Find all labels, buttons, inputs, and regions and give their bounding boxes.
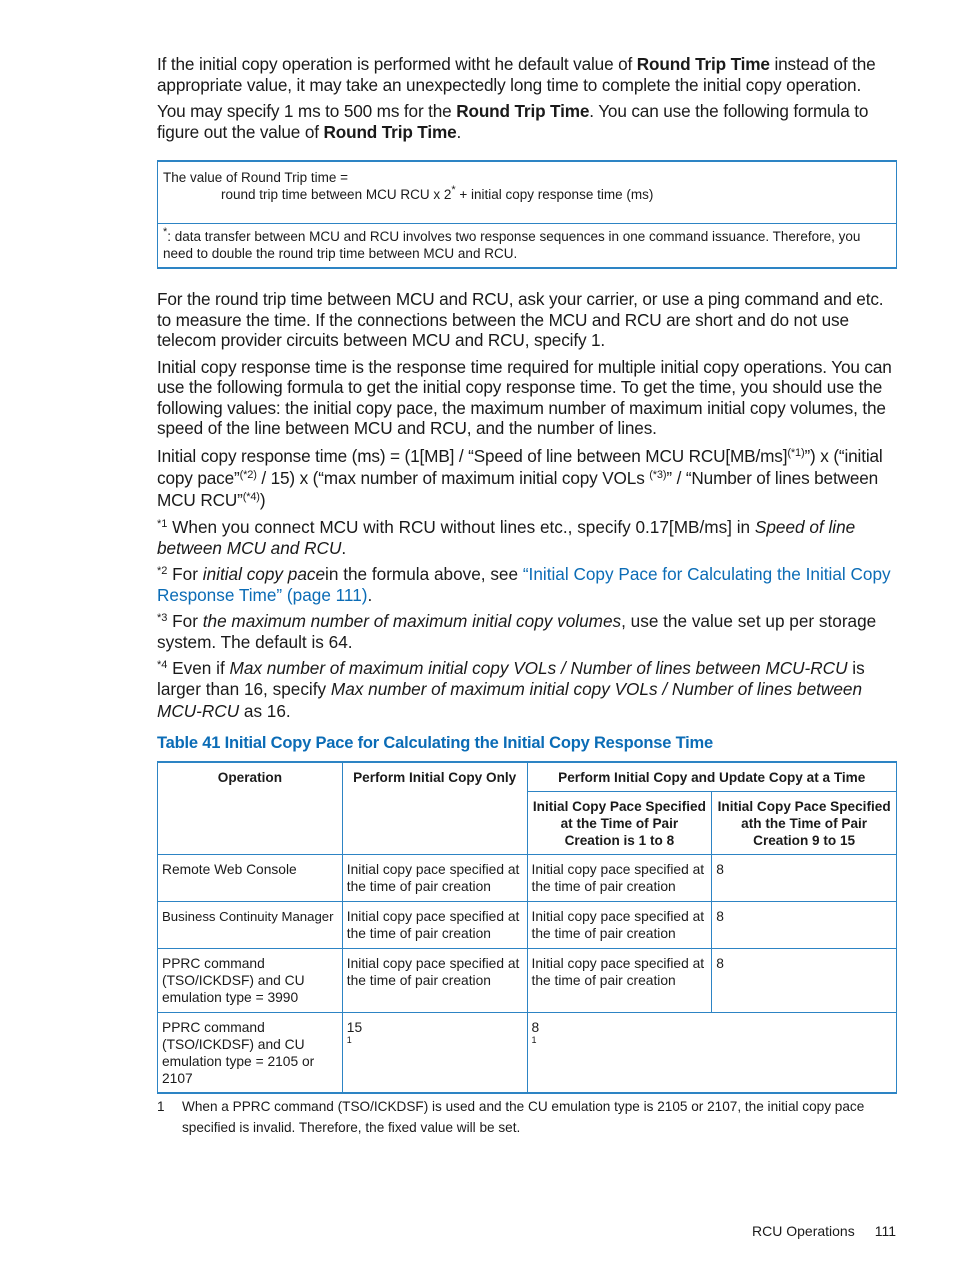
note-4: $^{*4}$ Even if Max number of maximum initial copy VOLs / Number of lines between MCU-RCU is larger than 16, specify Max number of maximum initial copy VOLs / Number of lines between MCU-RCU as 16. [157,657,865,721]
header-operation: Operation [158,762,343,855]
intro-paragraph-2: You may specify 1 ms to 500 ms for the Round Trip Time. You can use the following formula to figure out the value of Round Trip Time. [157,101,869,142]
cross-reference-link[interactable]: “Initial Copy Pace for Calculating the Initial Copy Response Time” (page 111) [157,563,891,605]
table-row: Remote Web Console Initial copy pace specified at the time of pair creation Initial copy pace specified at the time of pair creation 8 [158,855,897,902]
note-3: $^{*3}$ For the maximum number of maximum initial copy volumes, use the value set up per storage system. The default is 64. [157,610,877,652]
table-header-row [158,762,897,792]
paragraph-response-time: Initial copy response time is the response time required for multiple initial copy operations. You can use the following formula to get the initial copy response time. To get the time, you should use the following values: the initial copy pace, the maximum number of maximum initial copy volumes, the speed of the line between MCU and RCU, and the number of lines. [157,356,892,438]
note-1: $^{*1}$ When you connect MCU with RCU without lines etc., specify 0.17[MB/ms] in Speed of line between MCU and RCU. [157,516,856,558]
intro-paragraph-1: If the initial copy operation is performed witht he default value of Round Trip Time instead of the appropriate value, it may take an unexpectedly long time to complete the initial copy operation. [157,54,876,95]
page-number: 111 [874,1223,896,1239]
response-time-formula: Initial copy response time (ms) = (1[MB] / “Speed of line between MCU $RCU[MB/ms]^{(*1)}$”) x (“initial copy pace”$^{(*2)}$ / 15) x (“max number of maximum initial copy VOLs $^{(*3)}$” / “Number of lines between MCU RCU”$^{(*4)}$) [157,445,883,510]
footer-section: RCU Operations [752,1223,855,1239]
header-copy-update: Perform Initial Copy and Update Copy at a Time [527,762,896,792]
table-title: Table 41 Initial Copy Pace for Calculating the Initial Copy Response Time [157,734,714,752]
note-2: $^{*2}$ For initial copy pacein the formula above, see “Initial Copy Pace for Calculating the Initial Copy Response Time” (page 111). [157,563,891,605]
paragraph-round-trip: For the round trip time between MCU and RCU, ask your carrier, or use a ping command and etc. to measure the time. If the connections between the MCU and RCU are short and do not use telecom provider circuits between MCU and RCU, specify 1. [157,289,884,350]
table-row: Business Continuity Manager Initial copy pace specified at the time of pair creation Initial copy pace specified at the time of pair creation 8 [158,902,897,949]
footnote-marker: 1 [346,1035,352,1045]
initial-copy-pace-table [157,761,897,1094]
subheader-9-to-15: Initial Copy Pace Specified ath the Time of Pair Creation 9 to 15 [712,792,897,855]
header-copy-only: Perform Initial Copy Only [342,762,527,855]
formula-box [157,160,897,269]
table-row: PPRC command (TSO/ICKDSF) and CU emulation type = 3990 Initial copy pace specified at the time of pair creation Initial copy pace specified at the time of pair creation 8 [158,949,897,1013]
page-content [157,54,897,1138]
table-row: PPRC command (TSO/ICKDSF) and CU emulation type = 2105 or 2107 15 1 8 1 [158,1013,897,1094]
formula-box-formula: The value of Round Trip time = round trip time between MCU RCU x 2* + initial copy response time (ms) [158,162,896,224]
footnote-marker: 1 [531,1035,537,1045]
subheader-1-to-8: Initial Copy Pace Specified at the Time of Pair Creation is 1 to 8 [527,792,712,855]
page-footer [752,1223,896,1239]
formula-box-note: *: data transfer between MCU and RCU involves two response sequences in one command issuance. Therefore, you need to double the round trip time between MCU and RCU. [163,226,861,261]
table-footnote: 1 When a PPRC command (TSO/ICKDSF) is used and the CU emulation type is 2105 or 2107, the initial copy pace specified is invalid. Therefore, the fixed value will be set. [157,1099,865,1135]
